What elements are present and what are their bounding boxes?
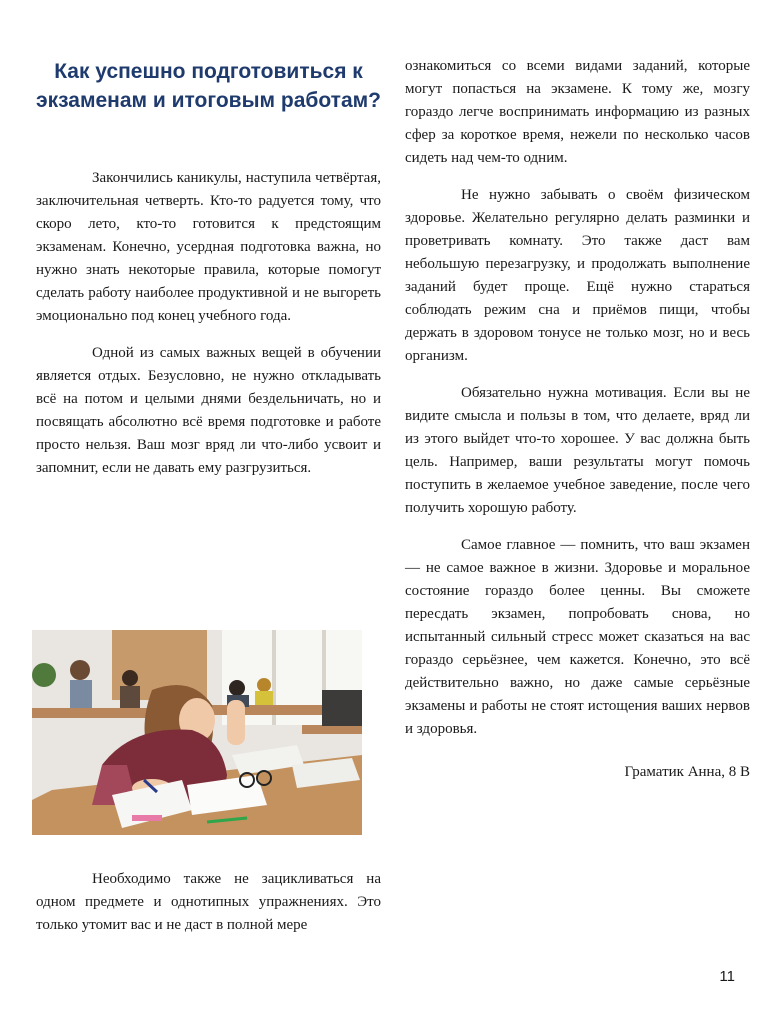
classroom-illustration	[32, 630, 362, 835]
page-number: 11	[719, 968, 735, 985]
right-column	[405, 55, 750, 798]
left-column	[36, 55, 381, 494]
students-exam-photo	[32, 630, 362, 835]
paragraph: Закончились каникулы, наступила четвёртая, заключительная четверть. Кто-то радуется тому, что скоро лето, кто-то готовится к предстоящим экзаменам. Конечно, усердная подготовка важна, но нужно знать некоторые правила, которые помогут сделать работу наиболее продуктивной и не выгореть эмоционально под конец учебного года.	[36, 170, 381, 324]
paragraph: Самое главное — помнить, что ваш экзамен — не самое важное в жизни. Здоровье и моральное состояние гораздо более ценны. Вы сможете пересдать экзамен, попробовать снова, но испытанный сильный стресс может сказаться на вас гораздо серьёзнее, чем кажется. Конечно, это всё действительно важно, но даже самые серьёзные экзамены и работы не стоят истощения ваших нервов и здоровья.	[405, 537, 750, 737]
paragraph: ознакомиться со всеми видами заданий, которые могут попасться на экзамене. К тому же, мозгу гораздо легче воспринимать информацию из разных сфер за короткое время, нежели по несколько часов сидеть над чем-то одним.	[405, 58, 750, 166]
paragraph: Не нужно забывать о своём физическом здоровье. Желательно регулярно делать разминки и проветривать комнату. Это также даст вам небольшую перезагрузку, и продолжать выполнение заданий будет проще. Ещё нужно стараться соблюдать режим сна и приёмов пищи, чтобы держать в здоровом тонусе не только мозг, но и весь организм.	[405, 187, 750, 364]
paragraph: Необходимо также не зацикливаться на одном предмете и однотипных упражнениях. Это только утомит вас и не даст в полной мере	[36, 871, 381, 933]
article-title: Как успешно подготовиться к экзаменам и итоговым работам?	[36, 60, 382, 112]
paragraph: Обязательно нужна мотивация. Если вы не видите смысла и пользы в том, что делаете, вряд ли из этого выйдет что-то хорошее. У вас должна быть цель. Например, ваши результаты могут помочь поступить в желаемое учебное заведение, после чего получить хорошую работу.	[405, 385, 750, 516]
author-signature: Граматик Анна, 8 В	[624, 764, 750, 780]
paragraph: Одной из самых важных вещей в обучении является отдых. Безусловно, не нужно откладывать всё на потом и целыми днями бездельничать, но и посвящать абсолютно всё время подготовке и работе просто нельзя. Ваш мозг вряд ли что-либо усвоит и запомнит, если не давать ему разгрузиться.	[36, 345, 381, 476]
